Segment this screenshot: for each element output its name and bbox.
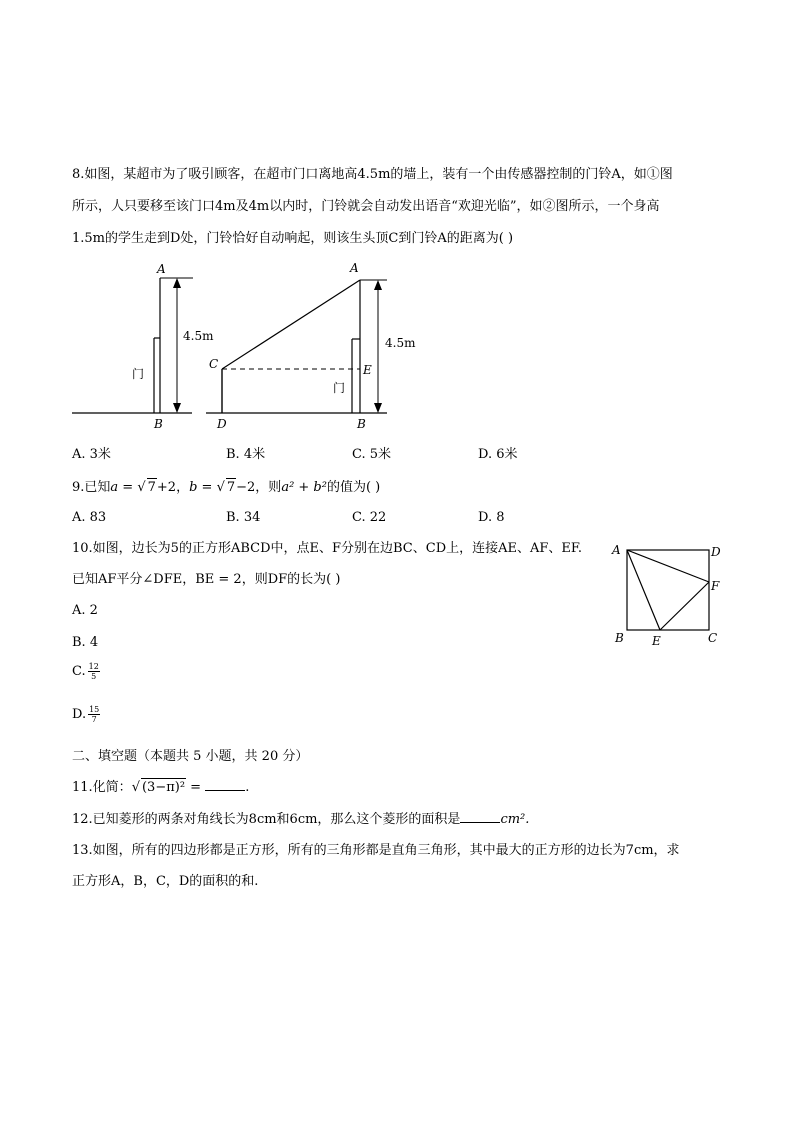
q8-fig2-height-arrow <box>374 280 382 413</box>
q11-prefix: 11.化简： <box>72 780 132 795</box>
q8-fig2-wall <box>352 280 387 413</box>
q8-option-d: D. 6米 <box>478 447 518 462</box>
q10-option-d-num: 15 <box>89 705 100 714</box>
q8-fig1-label-A: A <box>157 262 166 276</box>
q9-b-eq: b = <box>189 480 217 495</box>
q10-option-c <box>72 662 100 681</box>
q12-unit: cm². <box>500 812 530 827</box>
q10-option-c-fraction <box>88 662 100 681</box>
q8-fig2-label-A: A <box>350 261 359 275</box>
q10-option-d-den: 7 <box>91 715 97 724</box>
q10-label-E: E <box>652 634 661 648</box>
q13-line-1: 13.如图，所有的四边形都是正方形，所有的三角形都是直角三角形，其中最大的正方形的边长为7cm，求 <box>72 843 680 858</box>
q11-stem <box>72 778 249 797</box>
q8-fig1-label-B: B <box>154 417 163 431</box>
q12-text: 12.已知菱形的两条对角线长为8cm和6cm，那么这个菱形的面积是 <box>72 812 461 827</box>
q9-b-root-sign: √ <box>216 480 225 495</box>
q13-line-2: 正方形A，B，C，D的面积的和. <box>72 874 259 889</box>
q9-a-radicand: 7 <box>147 480 156 495</box>
q10-label-D: D <box>711 545 721 559</box>
q8-fig2-label-E: E <box>363 363 372 377</box>
q12-stem <box>72 810 529 829</box>
q10-label-B: B <box>615 631 624 645</box>
section-2-title: 二、填空题（本题共 5 小题，共 20 分） <box>72 749 309 764</box>
q8-option-b: B. 4米 <box>226 447 266 462</box>
q10-option-d-prefix: D. <box>72 707 87 722</box>
q8-fig2-label-D: D <box>217 417 227 431</box>
q10-label-A: A <box>612 543 621 557</box>
q8-fig1-height-arrow <box>173 278 181 413</box>
q11-answer-blank[interactable] <box>205 778 245 791</box>
q8-fig1-height-label: 4.5m <box>183 329 214 343</box>
q9-prefix: 9.已知 <box>72 480 111 495</box>
q9-option-a: A. 83 <box>72 510 107 525</box>
q11-suffix: = <box>186 780 206 795</box>
q8-fig2-door-label: 门 <box>333 381 346 395</box>
q11-root-sign: √ <box>131 780 140 795</box>
q8-fig2-label-B: B <box>357 417 366 431</box>
q8-fig2-line-CA <box>222 280 360 369</box>
q10-option-d <box>72 705 100 724</box>
q10-square <box>627 550 709 630</box>
q8-fig2-height-label: 4.5m <box>385 336 416 350</box>
q10-line-1: 10.如图，边长为5的正方形ABCD中，点E、F分别在边BC、CD上，连接AE、AF、EF. <box>72 541 583 556</box>
q8-option-a: A. 3米 <box>72 447 111 462</box>
q9-b-tail: −2，则 <box>236 480 282 495</box>
q10-label-C: C <box>708 631 718 645</box>
q10-label-F: F <box>711 579 720 593</box>
q9-a-root-sign: √ <box>137 480 146 495</box>
q10-line-EF <box>660 582 709 630</box>
q8-option-c: C. 5米 <box>352 447 392 462</box>
q10-option-d-fraction <box>88 705 100 724</box>
q11-radicand: (3−π)² <box>141 780 186 795</box>
q10-line-2: 已知AF平分∠DFE，BE = 2，则DF的长为( ) <box>72 572 341 587</box>
q8-fig2-label-C: C <box>209 357 219 371</box>
q9-b-radicand: 7 <box>226 480 236 495</box>
q8-line-1: 8.如图，某超市为了吸引顾客，在超市门口离地高4.5m的墙上，装有一个由传感器控制的门铃A，如①图 <box>72 167 673 182</box>
q9-expr: a² + b² <box>281 480 327 495</box>
q9-suffix: 的值为( ) <box>326 480 381 495</box>
q9-option-b: B. 34 <box>226 510 261 525</box>
q10-line-AE <box>627 550 660 630</box>
q8-fig1-door-label: 门 <box>132 367 145 381</box>
q10-option-c-prefix: C. <box>72 664 86 679</box>
q8-fig1-wall <box>154 278 193 413</box>
q10-option-b: B. 4 <box>72 635 99 650</box>
q10-option-c-num: 12 <box>88 662 99 671</box>
q8-line-3: 1.5m的学生走到D处，门铃恰好自动响起，则该生头顶C到门铃A的距离为( ) <box>72 231 514 246</box>
q9-a-eq: a = <box>110 480 138 495</box>
q8-line-2: 所示，人只要移至该门口4m及4m以内时，门铃就会自动发出语音“欢迎光临”，如②图所示，一个身高 <box>72 199 660 214</box>
q9-option-d: D. 8 <box>478 510 505 525</box>
q9-a-tail: +2， <box>156 480 190 495</box>
q9-option-c: C. 22 <box>352 510 387 525</box>
q10-option-a: A. 2 <box>72 603 98 618</box>
q9-stem <box>72 478 380 497</box>
q12-answer-blank[interactable] <box>460 810 500 823</box>
q10-option-c-den: 5 <box>91 672 97 681</box>
q11-end: . <box>245 780 250 795</box>
q10-line-AF <box>627 550 709 582</box>
